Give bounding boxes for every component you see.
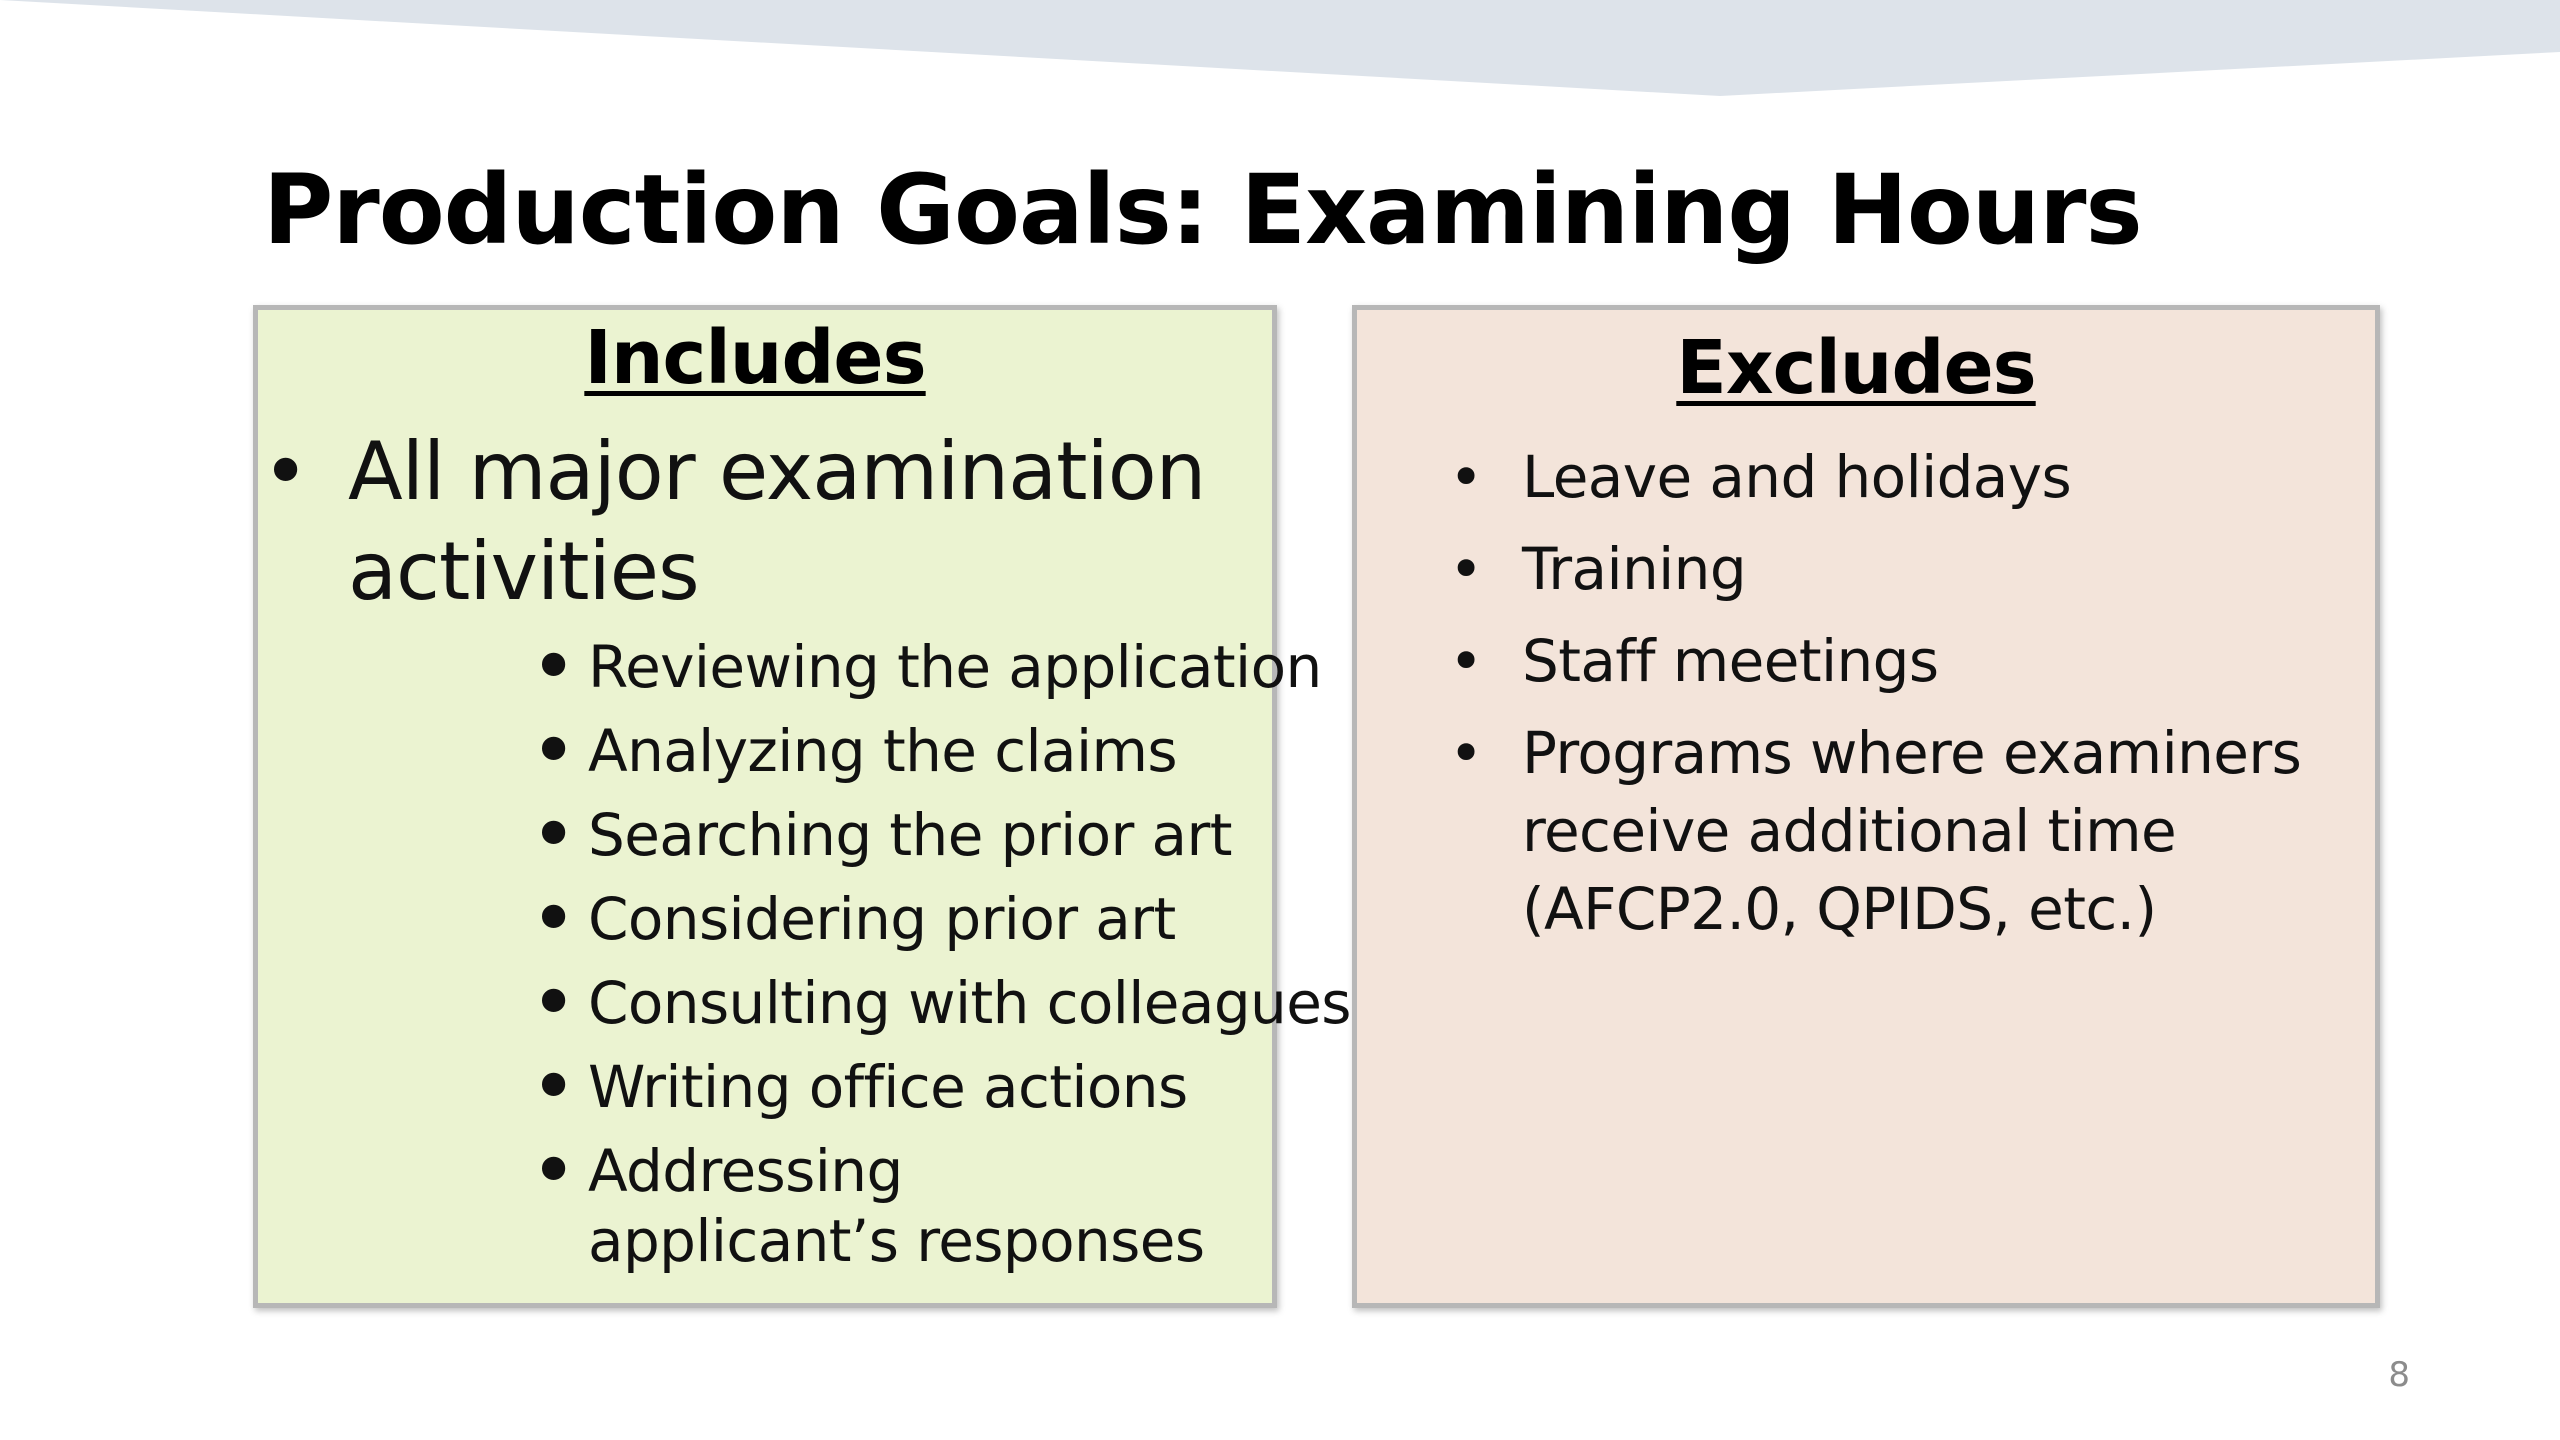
bullet-icon: • bbox=[530, 1124, 577, 1217]
list-item bbox=[1357, 530, 2375, 608]
list-item-text: Staff meetings bbox=[1522, 627, 1939, 695]
list-item-text: Leave and holidays bbox=[1522, 443, 2072, 511]
list-item bbox=[348, 1040, 1272, 1133]
list-item-text: Reviewing the application bbox=[588, 633, 1322, 701]
bullet-icon: • bbox=[1449, 443, 1483, 511]
includes-panel bbox=[253, 305, 1351, 1308]
includes-list bbox=[258, 422, 1351, 1276]
bullet-icon: • bbox=[1449, 535, 1483, 603]
excludes-panel bbox=[1352, 305, 2380, 1308]
decorative-top-band bbox=[0, 0, 2560, 100]
bullet-icon: • bbox=[530, 788, 577, 881]
bullet-icon: • bbox=[530, 956, 577, 1049]
page-number: 8 bbox=[2388, 1355, 2410, 1395]
list-item bbox=[348, 620, 1322, 713]
bullet-icon: • bbox=[1449, 627, 1483, 695]
list-item-text: Consulting with colleagues bbox=[588, 969, 1351, 1037]
top-band-shape bbox=[0, 0, 2560, 100]
list-item-text: Writing office actions bbox=[588, 1053, 1188, 1121]
major-item-label: All major examination activities bbox=[348, 425, 1206, 618]
excludes-heading: Excludes bbox=[1676, 325, 2036, 411]
slide-title: Production Goals: Examining Hours bbox=[263, 154, 2142, 266]
includes-heading: Includes bbox=[584, 315, 926, 401]
bullet-icon: • bbox=[262, 425, 309, 518]
list-item bbox=[348, 704, 1272, 797]
bullet-icon: • bbox=[530, 872, 577, 965]
includes-sub-list bbox=[348, 620, 1351, 1276]
list-item-text: Considering prior art bbox=[588, 885, 1176, 953]
includes-major-item bbox=[258, 422, 1351, 1276]
list-item bbox=[348, 1124, 1272, 1276]
list-item-text: Programs where examiners receive additional time (AFCP2.0, QPIDS, etc.) bbox=[1522, 719, 2302, 943]
bullet-icon: • bbox=[1449, 719, 1483, 787]
excludes-list bbox=[1357, 438, 2375, 948]
list-item-text: Searching the prior art bbox=[588, 801, 1232, 869]
list-item-text: Addressing applicant’s responses bbox=[588, 1137, 1205, 1275]
bullet-icon: • bbox=[530, 620, 577, 713]
bullet-icon: • bbox=[530, 1040, 577, 1133]
list-item bbox=[348, 872, 1272, 965]
list-item bbox=[1357, 622, 2375, 700]
list-item bbox=[348, 956, 1351, 1049]
list-item bbox=[1357, 438, 2375, 516]
bullet-icon: • bbox=[530, 704, 577, 797]
list-item-text: Training bbox=[1522, 535, 1747, 603]
list-item-text: Analyzing the claims bbox=[588, 717, 1177, 785]
list-item bbox=[1357, 714, 2375, 948]
list-item bbox=[348, 788, 1272, 881]
